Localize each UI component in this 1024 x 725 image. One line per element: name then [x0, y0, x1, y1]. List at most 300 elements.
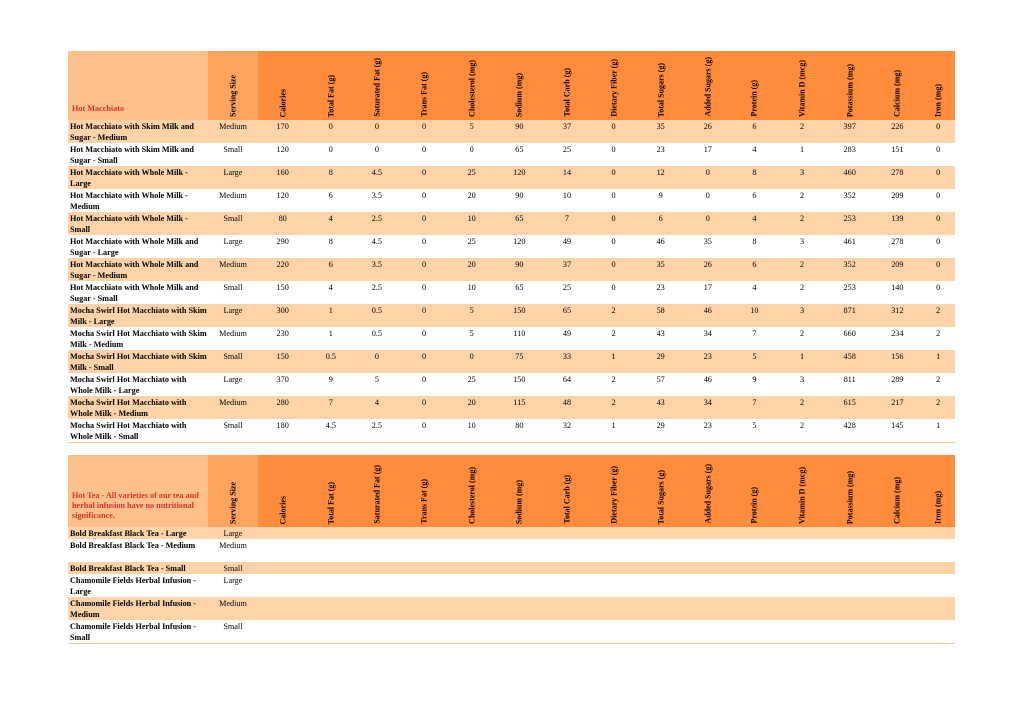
- column-header: [495, 455, 543, 527]
- value-cell: [591, 539, 637, 562]
- value-cell: 6: [308, 189, 354, 212]
- value-cell: 17: [685, 143, 731, 166]
- value-cell: 0: [400, 350, 448, 373]
- value-cell: [685, 574, 731, 597]
- item-name-cell: Chamomile Fields Herbal Infusion - Small: [68, 620, 208, 644]
- value-cell: 9: [308, 373, 354, 396]
- column-header-label: Saturated Fat (g): [372, 58, 382, 117]
- value-cell: 5: [731, 350, 778, 373]
- value-cell: 6: [731, 258, 778, 281]
- value-cell: 4: [308, 281, 354, 304]
- value-cell: 46: [637, 235, 685, 258]
- table-row: [68, 281, 955, 304]
- value-cell: [778, 620, 826, 644]
- column-header: [354, 455, 400, 527]
- value-cell: [308, 597, 354, 620]
- value-cell: 217: [873, 396, 921, 419]
- value-cell: Medium: [208, 597, 257, 620]
- table-row: [68, 189, 955, 212]
- value-cell: 150: [258, 350, 308, 373]
- value-cell: [591, 620, 637, 644]
- column-header: [448, 51, 495, 120]
- value-cell: 278: [873, 235, 921, 258]
- value-cell: 6: [731, 189, 778, 212]
- value-cell: [873, 527, 921, 539]
- value-cell: 289: [873, 373, 921, 396]
- value-cell: [308, 527, 354, 539]
- value-cell: [826, 539, 873, 562]
- value-cell: 150: [495, 304, 543, 327]
- value-cell: Large: [208, 574, 257, 597]
- value-cell: 280: [258, 396, 308, 419]
- value-cell: 1: [778, 350, 826, 373]
- value-cell: 1: [921, 350, 955, 373]
- table-row: [68, 597, 955, 620]
- column-header: [685, 455, 731, 527]
- column-header-label: Total Sugars (g): [656, 469, 666, 524]
- value-cell: 461: [826, 235, 873, 258]
- value-cell: 17: [685, 281, 731, 304]
- value-cell: [731, 527, 778, 539]
- value-cell: 0: [354, 120, 400, 143]
- value-cell: 0: [354, 350, 400, 373]
- value-cell: 1: [921, 419, 955, 443]
- value-cell: 5: [448, 304, 495, 327]
- value-cell: 43: [637, 396, 685, 419]
- value-cell: 6: [731, 120, 778, 143]
- column-header: [826, 455, 873, 527]
- value-cell: 220: [258, 258, 308, 281]
- value-cell: [258, 527, 308, 539]
- item-name-cell: Hot Macchiato with Whole Milk and Sugar - Small: [68, 281, 208, 304]
- table-row: [68, 419, 955, 443]
- value-cell: Large: [208, 304, 257, 327]
- value-cell: [591, 574, 637, 597]
- value-cell: 283: [826, 143, 873, 166]
- value-cell: 4: [731, 281, 778, 304]
- value-cell: 4: [731, 212, 778, 235]
- value-cell: 230: [258, 327, 308, 350]
- item-name-cell: Hot Macchiato with Whole Milk - Small: [68, 212, 208, 235]
- item-name-cell: Hot Macchiato with Whole Milk - Medium: [68, 189, 208, 212]
- value-cell: 64: [543, 373, 590, 396]
- column-header: [778, 51, 826, 120]
- value-cell: 140: [873, 281, 921, 304]
- value-cell: 290: [258, 235, 308, 258]
- value-cell: [826, 597, 873, 620]
- value-cell: [921, 620, 955, 644]
- item-name-cell: Hot Macchiato with Whole Milk - Large: [68, 166, 208, 189]
- value-cell: [495, 527, 543, 539]
- value-cell: 3: [778, 235, 826, 258]
- value-cell: [354, 539, 400, 562]
- value-cell: [258, 574, 308, 597]
- value-cell: 7: [731, 327, 778, 350]
- value-cell: 397: [826, 120, 873, 143]
- value-cell: 26: [685, 258, 731, 281]
- value-cell: 150: [258, 281, 308, 304]
- value-cell: 25: [543, 281, 590, 304]
- value-cell: 4: [308, 212, 354, 235]
- value-cell: 3.5: [354, 189, 400, 212]
- value-cell: 90: [495, 189, 543, 212]
- value-cell: 37: [543, 258, 590, 281]
- column-header-label: Saturated Fat (g): [372, 465, 382, 524]
- value-cell: 0: [400, 143, 448, 166]
- value-cell: 0: [921, 143, 955, 166]
- item-name-cell: Mocha Swirl Hot Macchiato with Whole Milk - Medium: [68, 396, 208, 419]
- value-cell: [731, 574, 778, 597]
- column-header-label: Trans Fat (g): [419, 72, 429, 117]
- value-cell: 49: [543, 327, 590, 350]
- item-name-cell: Bold Breakfast Black Tea - Large: [68, 527, 208, 539]
- column-header: [308, 51, 354, 120]
- value-cell: 0: [685, 189, 731, 212]
- value-cell: 0: [591, 120, 637, 143]
- value-cell: [685, 527, 731, 539]
- hot-tea-table: [68, 455, 955, 644]
- value-cell: [400, 597, 448, 620]
- value-cell: 2.5: [354, 212, 400, 235]
- column-header-label: Serving Size: [228, 75, 238, 117]
- value-cell: [826, 562, 873, 574]
- value-cell: [543, 574, 590, 597]
- value-cell: 312: [873, 304, 921, 327]
- value-cell: Medium: [208, 189, 257, 212]
- value-cell: 0: [921, 166, 955, 189]
- value-cell: 25: [543, 143, 590, 166]
- value-cell: 0: [921, 281, 955, 304]
- value-cell: 10: [448, 281, 495, 304]
- value-cell: 0: [921, 189, 955, 212]
- value-cell: 0: [591, 166, 637, 189]
- column-header: [208, 455, 257, 527]
- value-cell: 4.5: [308, 419, 354, 443]
- value-cell: 0: [921, 120, 955, 143]
- column-header-label: Iron (mg): [933, 491, 943, 524]
- value-cell: 209: [873, 258, 921, 281]
- value-cell: Medium: [208, 120, 257, 143]
- column-header: [778, 455, 826, 527]
- value-cell: 1: [308, 327, 354, 350]
- column-header-label: Calories: [278, 88, 288, 117]
- value-cell: 615: [826, 396, 873, 419]
- value-cell: [308, 539, 354, 562]
- value-cell: [921, 527, 955, 539]
- column-header: [637, 51, 685, 120]
- value-cell: 2.5: [354, 419, 400, 443]
- value-cell: 2: [921, 327, 955, 350]
- value-cell: 120: [258, 189, 308, 212]
- column-header-label: Total Fat (g): [326, 481, 336, 524]
- value-cell: 458: [826, 350, 873, 373]
- value-cell: 2: [778, 212, 826, 235]
- value-cell: 0: [921, 212, 955, 235]
- value-cell: 110: [495, 327, 543, 350]
- value-cell: 3.5: [354, 258, 400, 281]
- value-cell: 4.5: [354, 166, 400, 189]
- value-cell: 8: [308, 235, 354, 258]
- table-row: [68, 350, 955, 373]
- value-cell: 23: [685, 419, 731, 443]
- value-cell: 2: [921, 373, 955, 396]
- value-cell: [685, 597, 731, 620]
- value-cell: 278: [873, 166, 921, 189]
- value-cell: 23: [637, 143, 685, 166]
- value-cell: [685, 562, 731, 574]
- table-header-row: [68, 51, 955, 120]
- value-cell: 20: [448, 258, 495, 281]
- table-row: [68, 212, 955, 235]
- value-cell: 811: [826, 373, 873, 396]
- hot-macchiato-table: [68, 51, 955, 443]
- table-row: [68, 396, 955, 419]
- item-name-cell: Chamomile Fields Herbal Infusion - Large: [68, 574, 208, 597]
- value-cell: 7: [308, 396, 354, 419]
- value-cell: Medium: [208, 258, 257, 281]
- value-cell: 2: [778, 120, 826, 143]
- value-cell: 0: [400, 327, 448, 350]
- value-cell: 65: [495, 143, 543, 166]
- value-cell: 0: [591, 143, 637, 166]
- value-cell: [543, 539, 590, 562]
- value-cell: 1: [591, 350, 637, 373]
- column-header-label: Total Sugars (g): [656, 62, 666, 117]
- value-cell: [308, 574, 354, 597]
- value-cell: 65: [495, 281, 543, 304]
- value-cell: 58: [637, 304, 685, 327]
- column-header-label: Dietary Fiber (g): [609, 59, 619, 117]
- value-cell: [873, 597, 921, 620]
- value-cell: 352: [826, 258, 873, 281]
- item-name-cell: Mocha Swirl Hot Macchiato with Skim Milk - Large: [70, 306, 207, 326]
- value-cell: 32: [543, 419, 590, 443]
- value-cell: 0.5: [354, 304, 400, 327]
- value-cell: [354, 620, 400, 644]
- value-cell: [778, 562, 826, 574]
- value-cell: 20: [448, 189, 495, 212]
- value-cell: [308, 562, 354, 574]
- column-header-label: Vitamin D (mcg): [797, 59, 807, 117]
- value-cell: 48: [543, 396, 590, 419]
- value-cell: [637, 574, 685, 597]
- value-cell: 25: [448, 166, 495, 189]
- value-cell: 2.5: [354, 281, 400, 304]
- value-cell: 0: [591, 258, 637, 281]
- value-cell: 26: [685, 120, 731, 143]
- value-cell: 370: [258, 373, 308, 396]
- value-cell: 10: [448, 419, 495, 443]
- value-cell: [400, 574, 448, 597]
- value-cell: [448, 527, 495, 539]
- value-cell: [637, 562, 685, 574]
- value-cell: [873, 574, 921, 597]
- value-cell: 3: [778, 373, 826, 396]
- column-header-label: Trans Fat (g): [419, 479, 429, 524]
- value-cell: [873, 620, 921, 644]
- value-cell: 2: [591, 304, 637, 327]
- value-cell: Medium: [208, 539, 257, 562]
- table-title: Hot Macchiato: [68, 51, 208, 120]
- value-cell: 2: [591, 373, 637, 396]
- value-cell: 0: [448, 143, 495, 166]
- value-cell: 8: [308, 166, 354, 189]
- value-cell: Large: [208, 373, 257, 396]
- value-cell: [258, 597, 308, 620]
- value-cell: 0: [685, 166, 731, 189]
- value-cell: [637, 527, 685, 539]
- value-cell: [495, 574, 543, 597]
- column-header-label: Total Carb (g): [562, 68, 572, 117]
- column-header: [921, 455, 955, 527]
- value-cell: [685, 539, 731, 562]
- column-header: [873, 51, 921, 120]
- value-cell: [637, 597, 685, 620]
- value-cell: 5: [448, 327, 495, 350]
- value-cell: 35: [637, 258, 685, 281]
- value-cell: 43: [637, 327, 685, 350]
- column-header-label: Cholesterol (mg): [467, 60, 477, 117]
- value-cell: 0: [400, 304, 448, 327]
- value-cell: 75: [495, 350, 543, 373]
- column-header-label: Potassium (mg): [845, 63, 855, 117]
- column-header: [448, 455, 495, 527]
- value-cell: 0: [448, 350, 495, 373]
- value-cell: 2: [778, 189, 826, 212]
- column-header: [208, 51, 257, 120]
- value-cell: 90: [495, 120, 543, 143]
- value-cell: [543, 620, 590, 644]
- value-cell: [591, 527, 637, 539]
- value-cell: [258, 562, 308, 574]
- value-cell: 0.5: [308, 350, 354, 373]
- value-cell: 2: [591, 327, 637, 350]
- value-cell: Small: [208, 620, 257, 644]
- value-cell: [731, 539, 778, 562]
- item-name-cell: Hot Macchiato with Skim Milk and Sugar - Small: [68, 143, 208, 166]
- value-cell: [495, 539, 543, 562]
- value-cell: 150: [495, 373, 543, 396]
- column-header-label: Added Sugars (g): [703, 57, 713, 117]
- value-cell: [637, 620, 685, 644]
- value-cell: 209: [873, 189, 921, 212]
- value-cell: [495, 562, 543, 574]
- value-cell: 12: [637, 166, 685, 189]
- value-cell: 10: [731, 304, 778, 327]
- table-row: [68, 620, 955, 644]
- value-cell: Large: [208, 235, 257, 258]
- value-cell: 0: [921, 235, 955, 258]
- value-cell: 34: [685, 327, 731, 350]
- column-header-label: Calories: [278, 495, 288, 524]
- value-cell: 29: [637, 419, 685, 443]
- value-cell: [308, 620, 354, 644]
- value-cell: 49: [543, 235, 590, 258]
- column-header: [826, 51, 873, 120]
- value-cell: [354, 597, 400, 620]
- value-cell: 6: [637, 212, 685, 235]
- item-name-cell: Bold Breakfast Black Tea - Medium: [68, 539, 208, 562]
- value-cell: 2: [921, 396, 955, 419]
- value-cell: 6: [308, 258, 354, 281]
- item-name-cell: Mocha Swirl Hot Macchiato with Whole Milk - Large: [68, 373, 208, 396]
- column-header: [400, 51, 448, 120]
- value-cell: [448, 620, 495, 644]
- item-name-cell: Mocha Swirl Hot Macchiato with Whole Milk - Small: [68, 419, 208, 443]
- column-header-label: Total Carb (g): [562, 475, 572, 524]
- value-cell: 0: [354, 143, 400, 166]
- column-header: [591, 51, 637, 120]
- value-cell: Small: [208, 212, 257, 235]
- value-cell: Small: [208, 281, 257, 304]
- value-cell: [543, 562, 590, 574]
- value-cell: 1: [308, 304, 354, 327]
- item-name-cell: Chamomile Fields Herbal Infusion - Medium: [68, 597, 208, 620]
- value-cell: [731, 620, 778, 644]
- value-cell: 5: [354, 373, 400, 396]
- value-cell: Small: [208, 350, 257, 373]
- value-cell: 120: [495, 166, 543, 189]
- value-cell: [543, 527, 590, 539]
- table-row: [68, 166, 955, 189]
- value-cell: [731, 597, 778, 620]
- value-cell: 65: [543, 304, 590, 327]
- value-cell: 33: [543, 350, 590, 373]
- value-cell: [354, 574, 400, 597]
- value-cell: 1: [778, 143, 826, 166]
- value-cell: 151: [873, 143, 921, 166]
- value-cell: 120: [495, 235, 543, 258]
- value-cell: 25: [448, 373, 495, 396]
- column-header-label: Sodium (mg): [514, 72, 524, 117]
- value-cell: Medium: [208, 396, 257, 419]
- value-cell: 25: [448, 235, 495, 258]
- value-cell: 46: [685, 304, 731, 327]
- column-header-label: Iron (mg): [933, 84, 943, 117]
- value-cell: [354, 562, 400, 574]
- value-cell: 7: [731, 396, 778, 419]
- value-cell: 871: [826, 304, 873, 327]
- value-cell: [258, 539, 308, 562]
- value-cell: [921, 574, 955, 597]
- column-header-label: Calcium (mg): [892, 70, 902, 117]
- value-cell: 0: [400, 212, 448, 235]
- value-cell: 2: [591, 396, 637, 419]
- value-cell: 115: [495, 396, 543, 419]
- value-cell: 0: [591, 212, 637, 235]
- value-cell: 65: [495, 212, 543, 235]
- value-cell: 0: [685, 212, 731, 235]
- column-header: [400, 455, 448, 527]
- value-cell: [400, 562, 448, 574]
- value-cell: [400, 620, 448, 644]
- column-header: [731, 51, 778, 120]
- value-cell: 0: [400, 235, 448, 258]
- table-row: [68, 327, 955, 350]
- value-cell: [873, 562, 921, 574]
- value-cell: 160: [258, 166, 308, 189]
- value-cell: 23: [685, 350, 731, 373]
- value-cell: 90: [495, 258, 543, 281]
- value-cell: Medium: [208, 327, 257, 350]
- column-header-label: Dietary Fiber (g): [609, 466, 619, 524]
- value-cell: 35: [685, 235, 731, 258]
- item-name-cell: Bold Breakfast Black Tea - Small: [68, 562, 208, 574]
- value-cell: [921, 597, 955, 620]
- value-cell: 8: [731, 166, 778, 189]
- column-header-label: Cholesterol (mg): [467, 467, 477, 524]
- item-name-cell: Mocha Swirl Hot Macchiato with Skim Milk - Small: [70, 352, 207, 372]
